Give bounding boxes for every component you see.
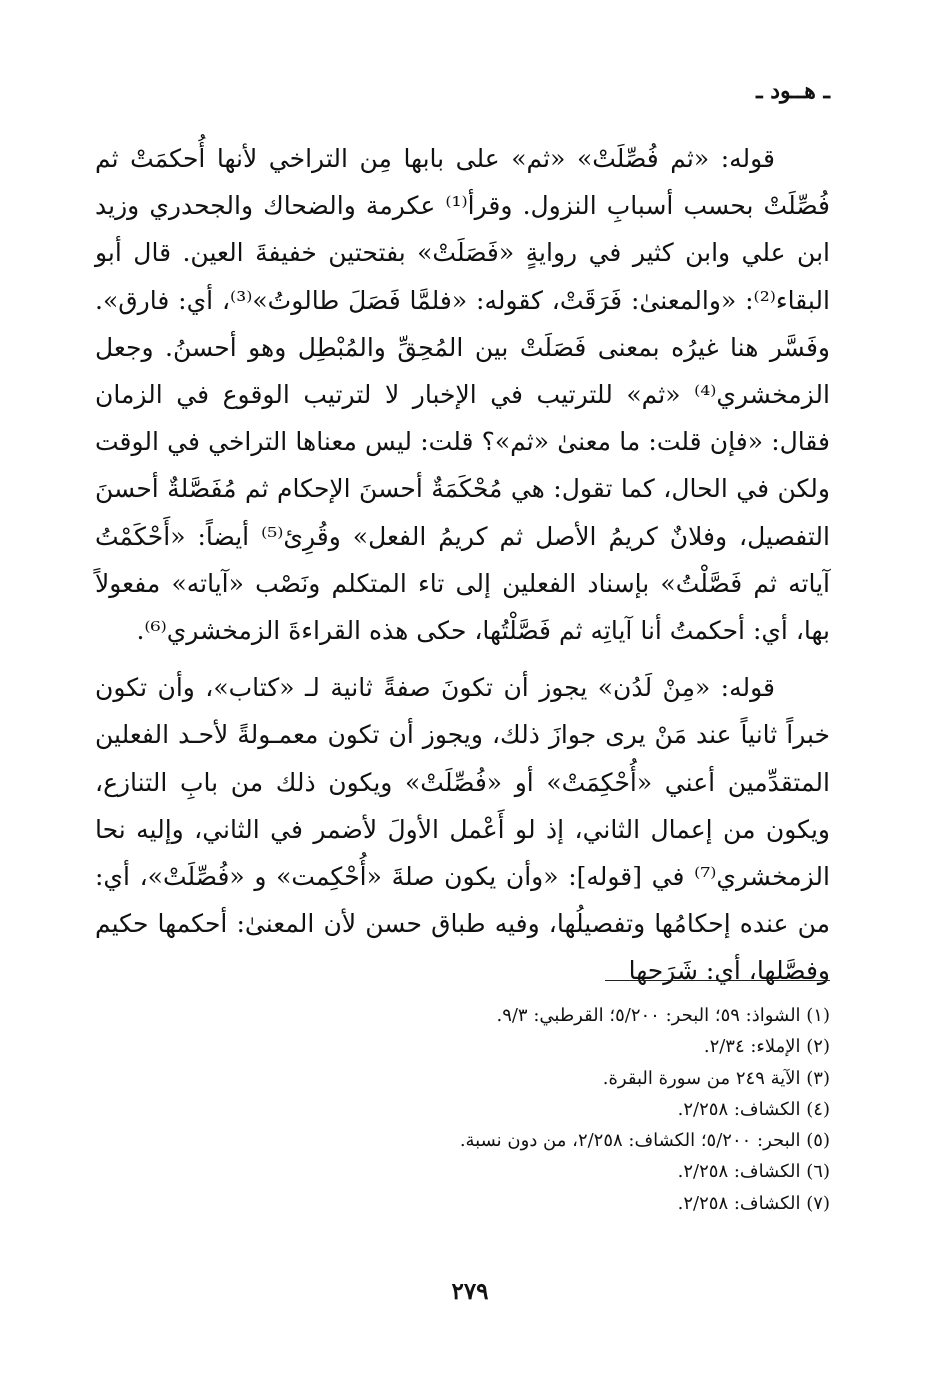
footnote-separator	[605, 980, 830, 981]
footnote-6: (٦) الكشاف: ٢/٢٥٨.	[677, 1161, 830, 1183]
footnote-7: (٧) الكشاف: ٢/٢٥٨.	[677, 1192, 830, 1214]
footnote-3: (٣) الآية ٢٤٩ من سورة البقرة.	[602, 1067, 830, 1089]
paragraph-2: قوله: «مِنْ لَدُن» يجوز أن تكونَ صفةً ثانية لـ «كتاب»، وأن تكون خبراً ثانياً عند مَنْ يرى جوازَ ذلك، ويجوز أن تكون معمـولةً لأحـد الفعلين المتقدِّمين أعني «أُحْكِمَتْ» أو «فُصِّلَتْ» ويكون ذلك من بابِ التنازع، ويكون من إعمال الثاني، إذ لو أَعْمل الأولَ لأضمر في الثاني، وإليه نحا الزمخشري⁽⁷⁾ في [قوله]: «وأن يكون صلةَ «أُحْكِمت» و «فُصِّلَتْ»، أي: من عنده إحكامُها وتفصيلُها، وفيه طباق حسن لأن المعنىٰ: أحكمها حكيم وفصَّلها، أي: شَرَحها	[95, 673, 830, 986]
running-head: ـ هــود ـ	[756, 78, 830, 104]
page-number: ٢٧٩	[451, 1278, 489, 1305]
footnote-4: (٤) الكشاف: ٢/٢٥٨.	[677, 1098, 830, 1120]
footnote-5: (٥) البحر: ٥/٢٠٠؛ الكشاف: ٢/٢٥٨، من دون نسبة.	[459, 1130, 830, 1152]
footnote-1: (١) الشواذ: ٥٩؛ البحر: ٥/٢٠٠؛ القرطبي: ٩/٣.	[496, 1005, 830, 1026]
footnotes-list	[95, 1000, 830, 1219]
footnote-2: (٢) الإملاء: ٢/٣٤.	[703, 1036, 830, 1058]
main-text	[95, 135, 830, 995]
paragraph-1: قوله: «ثم فُصِّلَتْ» «ثم» على بابها مِن التراخي لأنها أُحكمَتْ ثم فُصِّلَتْ بحسب أسبابِ النزول. وقرأ⁽¹⁾ عكرمة والضحاك والجحدري وزيد ابن علي وابن كثير في روايةٍ «فَصَلَتْ» بفتحتين خفيفةَ العين. قال أبو البقاء⁽²⁾: «والمعنىٰ: فَرَقَتْ، كقوله: «فلمَّا فَصَلَ طالوتُ»⁽³⁾، أي: فارق». وفَسَّر هنا غيرُه بمعنى فَصَلَتْ بين المُحِقِّ والمُبْطِل وهو أحسنُ. وجعل الزمخشري⁽⁴⁾ «ثم» للترتيب في الإخبار لا لترتيب الوقوع في الزمان فقال: «فإن قلت: ما معنىٰ «ثم»؟ قلت: ليس معناها التراخي في الوقت ولكن في الحال، كما تقول: هي مُحْكَمَةٌ أحسنَ الإحكام ثم مُفَصَّلةٌ أحسنَ التفصيل، وفلانٌ كريمُ الأصل ثم كريمُ الفعل» وقُرِئ⁽⁵⁾ أيضاً: «أَحْكَمْتُ آياته ثم فَصَّلْتُ» بإسناد الفعلين إلى تاء المتكلم ونَصْب «آياته» مفعولاً بها، أي: أحكمتُ أنا آياتِه ثم فَصَّلْتُها، حكى هذه القراءةَ الزمخشري⁽⁶⁾.	[95, 144, 830, 646]
